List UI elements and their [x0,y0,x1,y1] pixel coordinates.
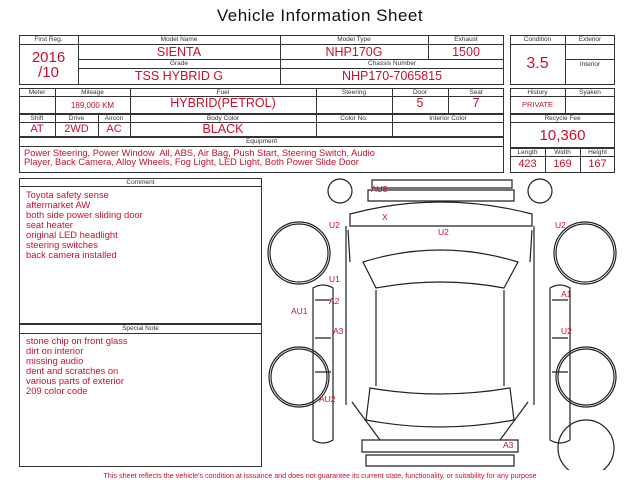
equipment-label: Equipment [245,138,278,145]
damage-mark-au1: AU1 [291,306,308,316]
length-label: Length [517,149,538,156]
door-label: Door [412,89,428,96]
height-label: Height [588,149,607,156]
wheel-rear-right-icon [556,347,616,407]
interior-label: Interior [579,61,601,68]
mileage-value: 189,000 KM [70,101,115,110]
comment-line: back camera installed [26,249,117,260]
steering-label: Steering [341,89,367,96]
special-note-line: stone chip on front glass [26,335,128,346]
body-sides [346,226,534,405]
wheel-front-left-icon [268,222,330,284]
damage-mark-au3-top: AU3 [371,184,388,194]
equipment-line-1: Power Steering, Power Window All, ABS, Air Bag, Push Start, Steering Switch, Audio [24,148,375,158]
meter-label: Meter [28,89,46,96]
shift-value: AT [30,123,44,135]
disclaimer-footer: This sheet reflects the vehicle's condition at issuance and does not guarantee its current state, functionality, or suitability for any purpose [103,471,537,480]
seat-label: Seat [469,89,483,96]
exterior-label: Exterior [578,36,602,43]
width-label: Width [554,149,571,156]
width-value: 169 [553,158,572,170]
damage-mark-u2-right-rear: U2 [561,326,572,336]
recycle-fee-label: Recycle Fee [544,115,581,122]
drive-value: 2WD [64,123,89,135]
comment-line: aftermarket AW [26,199,91,210]
damage-mark-a3-left: A3 [333,326,344,336]
damage-mark-u1: U1 [329,274,340,284]
damage-mark-u2-left: U2 [329,220,340,230]
seat-value: 7 [472,96,480,110]
rear-window-outline [366,388,514,427]
special-note-line: various parts of exterior [26,375,124,386]
first-reg-year: 2016 [31,49,66,66]
damage-mark-au2: AU2 [319,394,336,404]
mirror-left-icon [328,179,352,203]
damage-mark-u2-mid: U2 [438,227,449,237]
car-damage-diagram [262,178,640,470]
history-label: History [527,89,548,96]
body-color-label: Body Color [206,115,240,122]
model-type-label: Model Type [337,36,371,43]
history-value: PRIVATE [522,100,553,109]
height-value: 167 [588,158,607,170]
grade-label: Grade [169,60,189,67]
equipment-line-2: Player, Back Camera, Alloy Wheels, Fog Light, LED Light, Both Power Slide Door [24,157,359,167]
recycle-fee-value: 10,360 [539,127,586,144]
special-note-line: 209 color code [26,385,88,396]
special-note-label: Special Note [122,325,159,332]
comment-label: Comment [126,179,155,186]
body-color-value: BLACK [202,122,244,136]
drive-label: Drive [68,115,85,122]
mileage-label: Mileage [81,89,104,96]
chassis-value: NHP170-7065815 [341,69,443,83]
special-note-line: dent and scratches on [26,365,119,376]
windshield-outline [363,250,518,288]
model-name-label: Model Name [160,36,198,43]
mirror-right-icon [528,179,552,203]
chassis-label: Chassis Number [367,60,417,67]
comment-line: Toyota safety sense [26,189,109,200]
fuel-label: Fuel [216,89,230,96]
damage-mark-a3-bottom: A3 [503,440,514,450]
comment-line: original LED headlight [26,229,118,240]
grade-value: TSS HYBRID G [134,69,224,83]
model-name-value: SIENTA [156,45,202,59]
special-note-line: missing audio [26,355,84,366]
comment-line: steering switches [26,239,98,250]
special-note-line: dirt on interior [26,345,84,356]
damage-mark-a2: A2 [329,296,340,306]
exhaust-value: 1500 [452,45,480,59]
damage-mark-u2-right: U2 [555,220,566,230]
damage-mark-x: X [382,212,388,222]
comment-line: both side power sliding door [26,209,143,220]
door-value: 5 [416,96,424,110]
front-bumper-top [368,190,514,201]
comment-line: seat heater [26,219,73,230]
sheet-title: Vehicle Information Sheet [216,6,424,25]
condition-value: 3.5 [526,55,549,72]
damage-mark-a1: A1 [561,289,572,299]
exhaust-label: Exhaust [454,36,478,43]
aircon-value: AC [106,123,122,135]
color-no-label: Color No. [340,115,368,122]
shift-label: Shift [30,115,44,122]
first-reg-label: First Reg. [34,36,63,43]
first-reg-month: /10 [38,64,59,81]
length-value: 423 [518,158,537,170]
interior-color-label: Interior Color [429,115,467,122]
model-type-value: NHP170G [325,45,383,59]
wheel-front-right-icon [554,222,616,284]
fuel-value: HYBRID(PETROL) [170,96,276,110]
condition-label: Condition [523,36,552,43]
hood-outline [350,202,532,226]
aircon-label: Aircon [104,115,124,122]
spare-wheel-icon [558,420,614,470]
syaken-label: Syaken [579,89,601,96]
rear-bumper [362,440,518,452]
